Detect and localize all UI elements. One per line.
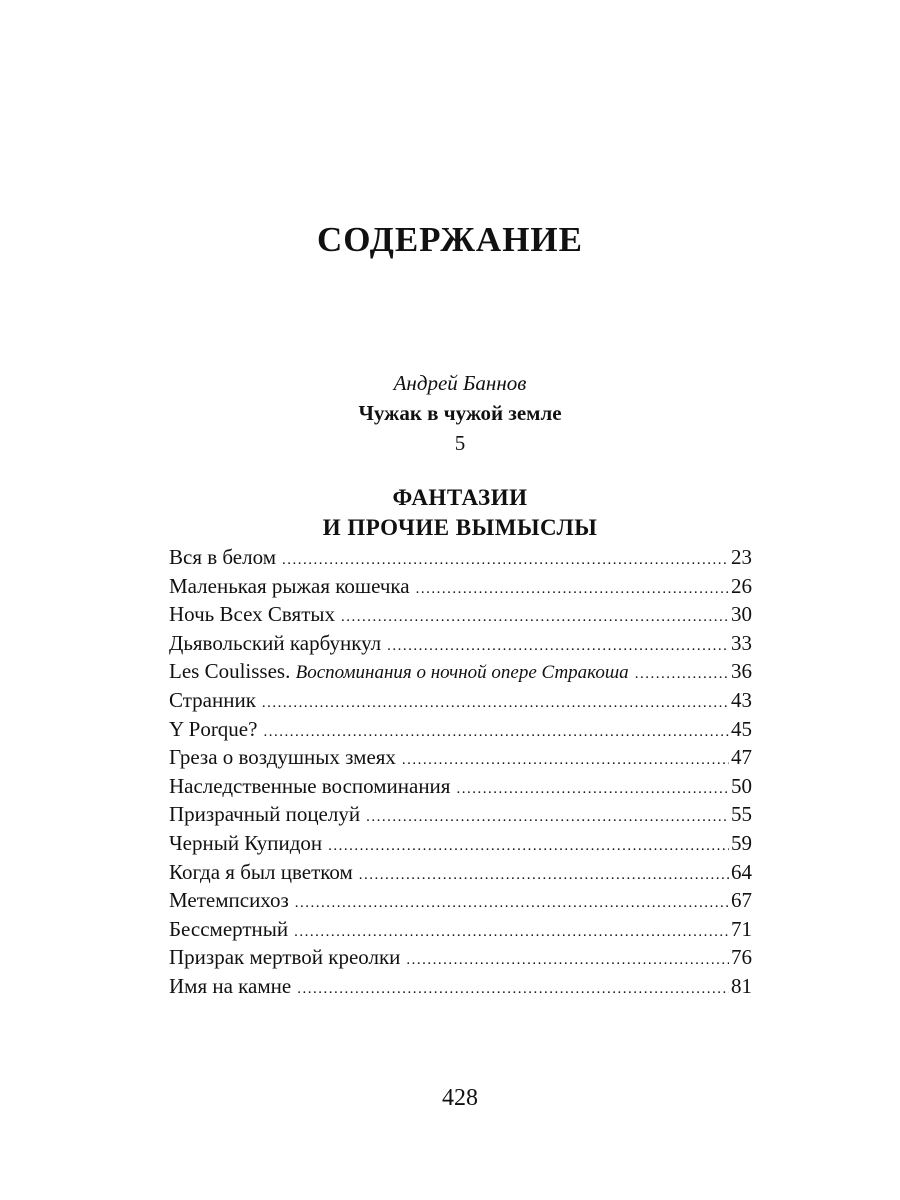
toc-entry [169, 943, 752, 972]
toc-entry [169, 600, 752, 629]
dot-leader [341, 603, 729, 631]
toc-entry-subtitle: Воспоминания о ночной опере Стракоша [295, 662, 629, 684]
toc-entry-page: 50 [731, 773, 752, 798]
toc-entry-title: Странник [169, 687, 256, 712]
toc-entry-title: Ночь Всех Святых [169, 602, 335, 627]
dot-leader [359, 861, 729, 889]
toc-entry-page: 26 [731, 573, 752, 598]
toc-entry [169, 543, 752, 572]
toc-entry [169, 715, 752, 744]
intro-author: Андрей Баннов [393, 371, 527, 395]
dot-leader [297, 975, 729, 1003]
intro-title: Чужак в чужой земле [358, 401, 562, 425]
toc-entry-page: 45 [731, 716, 752, 741]
toc-entry-page: 59 [731, 830, 752, 855]
toc-entry [169, 972, 752, 1001]
toc-entry-title: Призрак мертвой креолки [169, 945, 401, 970]
toc-entry-title: Метемпсихоз [169, 888, 289, 913]
page-number: 428 [442, 1085, 478, 1111]
toc-entry-page: 36 [731, 659, 752, 684]
toc-entry-title: Черный Купидон [169, 830, 323, 855]
toc-entry-title: Вся в белом [169, 545, 276, 569]
dot-leader [263, 718, 729, 746]
toc-entry-title: Бессмертный [169, 916, 289, 941]
toc-entry [169, 829, 752, 858]
dot-leader [635, 660, 729, 688]
toc-entry-title: Когда я был цветком [169, 859, 353, 884]
toc-entry [169, 657, 752, 686]
toc-entry [169, 629, 752, 658]
intro-entry [0, 368, 900, 458]
toc-entry-page: 67 [731, 888, 752, 913]
dot-leader [282, 546, 729, 574]
section-heading-line-2: И ПРОЧИЕ ВЫМЫСЛЫ [322, 515, 598, 540]
toc-entry-page: 55 [731, 802, 752, 827]
toc-entry [169, 772, 752, 801]
toc-entry-title: Маленькая рыжая кошечка [169, 573, 410, 598]
toc-entry [169, 686, 752, 715]
dot-leader [366, 803, 729, 831]
toc-entry-page: 81 [731, 973, 752, 998]
dot-leader [416, 575, 729, 603]
intro-page-number: 5 [454, 431, 466, 455]
dot-leader [456, 775, 729, 803]
dot-leader [387, 632, 729, 660]
toc-entry-title: Наследственные воспоминания [169, 773, 451, 798]
toc-entry [169, 915, 752, 944]
toc-entry-page: 33 [731, 630, 752, 655]
toc-entry-title: Греза о воздушных змеях [169, 745, 396, 770]
section-heading [0, 483, 900, 543]
toc-entry-page: 47 [731, 745, 752, 770]
toc-entry-title: Имя на камне [169, 973, 292, 998]
toc-entry-page: 64 [731, 859, 752, 884]
toc-entry-page: 23 [731, 545, 752, 569]
dot-leader [328, 832, 729, 860]
dot-leader [402, 746, 729, 774]
section-heading-line-1: ФАНТАЗИИ [392, 485, 528, 510]
dot-leader [406, 946, 729, 974]
toc-entry-title: Дьявольский карбункул [169, 630, 382, 655]
dot-leader [262, 689, 729, 717]
toc-entry [169, 858, 752, 887]
toc-entry-page: 76 [731, 945, 752, 970]
toc-list [169, 543, 752, 1001]
toc-entry-title: Les Coulisses. [169, 659, 291, 684]
dot-leader [294, 918, 729, 946]
toc-entry-page: 71 [731, 916, 752, 941]
toc-entry [169, 743, 752, 772]
toc-entry-title: Призрачный поцелуй [169, 802, 361, 827]
toc-entry [169, 572, 752, 601]
toc-entry-title: Y Porque? [169, 716, 258, 741]
toc-entry [169, 800, 752, 829]
toc-entry-page: 43 [731, 687, 752, 712]
page-title: СОДЕРЖАНИЕ [316, 220, 583, 259]
toc-entry [169, 886, 752, 915]
dot-leader [295, 889, 729, 917]
toc-entry-page: 30 [731, 602, 752, 627]
